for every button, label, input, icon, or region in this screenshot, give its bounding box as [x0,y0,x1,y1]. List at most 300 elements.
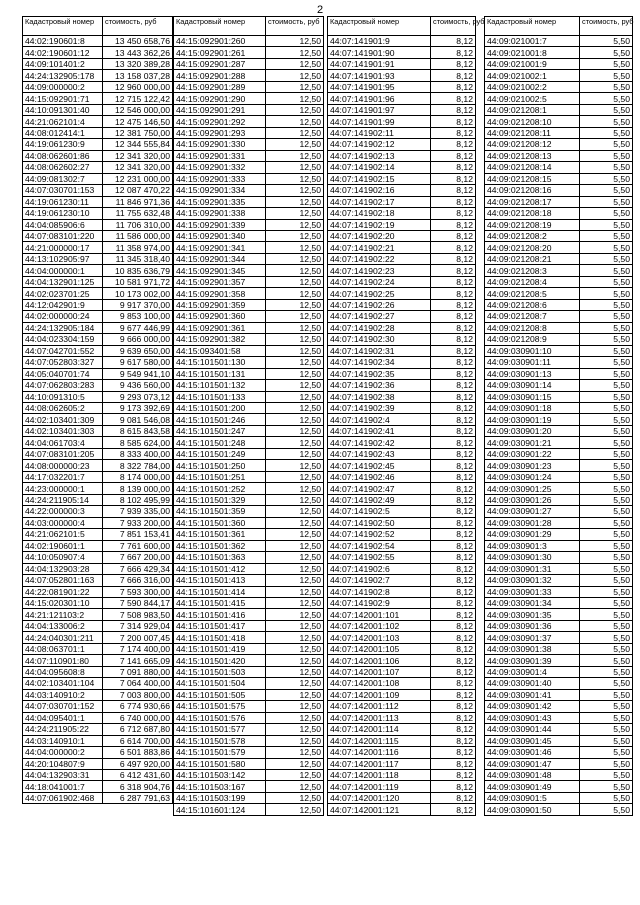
cadastral-number-cell: 44:24:132905:184 [23,322,103,333]
value-cell: 12,50 [266,483,324,494]
table-row [174,586,324,597]
table-row [174,391,324,402]
table-row [174,173,324,184]
table-row [328,552,476,563]
table-row [174,288,324,299]
table-row [174,36,324,47]
table-row [328,36,476,47]
column-header-cadastral-number: Кадастровый номер [174,17,266,36]
value-cell: 12,50 [266,276,324,287]
value-cell: 8,12 [431,403,476,414]
cadastral-number-cell: 44:04:132901:125 [23,276,103,287]
table-row [485,735,633,746]
value-cell: 8,12 [431,563,476,574]
cadastral-number-cell: 44:07:141902:6 [328,563,431,574]
table-row [174,219,324,230]
value-cell: 13 443 362,26 [103,47,173,58]
cadastral-number-cell: 44:15:101503:199 [174,792,266,803]
cadastral-number-cell: 44:24:211905:14 [23,494,103,505]
table-header-row [174,17,324,36]
value-cell: 10 835 636,79 [103,265,173,276]
table-row [174,104,324,115]
table-row [485,575,633,586]
value-cell: 8,12 [431,70,476,81]
value-cell: 7 666 316,00 [103,575,173,586]
table-row [328,322,476,333]
value-cell: 12,50 [266,529,324,540]
table-row [328,770,476,781]
table-row [23,678,173,689]
table-row [174,357,324,368]
table-row [23,253,173,264]
value-cell: 8 322 784,00 [103,460,173,471]
value-cell: 5,50 [580,368,633,379]
cadastral-number-cell: 44:08:062602:27 [23,162,103,173]
table-row [23,448,173,459]
cadastral-number-cell: 44:09:030901:15 [485,391,580,402]
cadastral-number-cell: 44:09:021208:5 [485,288,580,299]
cadastral-number-cell: 44:07:142001:113 [328,712,431,723]
table-row [174,575,324,586]
cadastral-number-cell: 44:07:141902:30 [328,334,431,345]
table-row [23,643,173,654]
value-cell: 12,50 [266,632,324,643]
value-cell: 8 333 400,00 [103,448,173,459]
value-cell: 12,50 [266,689,324,700]
cadastral-number-cell: 44:24:040301:211 [23,632,103,643]
value-cell: 12,50 [266,116,324,127]
value-cell: 9 617 580,00 [103,357,173,368]
table-row [328,334,476,345]
table-row [328,701,476,712]
cadastral-number-cell: 44:15:092901:361 [174,322,266,333]
value-cell: 12,50 [266,81,324,92]
cadastral-number-cell: 44:15:101501:575 [174,701,266,712]
value-cell: 12,50 [266,345,324,356]
cadastral-number-cell: 44:07:142001:101 [328,609,431,620]
table-row [485,276,633,287]
value-cell: 12,50 [266,781,324,792]
value-cell: 12,50 [266,724,324,735]
value-cell: 12,50 [266,804,324,815]
value-cell: 12,50 [266,506,324,517]
table-row [174,655,324,666]
table-row [328,724,476,735]
value-cell: 5,50 [580,139,633,150]
cadastral-number-cell: 44:15:101501:359 [174,506,266,517]
table-row [485,391,633,402]
value-cell: 5,50 [580,127,633,138]
value-cell: 8,12 [431,678,476,689]
value-cell: 8 102 495,99 [103,494,173,505]
table-row [485,414,633,425]
cadastral-number-cell: 44:09:030901:44 [485,724,580,735]
table-row [485,368,633,379]
cadastral-number-cell: 44:07:141902:16 [328,185,431,196]
value-cell: 8,12 [431,792,476,803]
table-row [174,724,324,735]
cadastral-number-cell: 44:07:141902:12 [328,139,431,150]
value-cell: 12,50 [266,162,324,173]
value-cell: 8,12 [431,173,476,184]
value-cell: 5,50 [580,529,633,540]
table-row [174,311,324,322]
value-cell: 8 139 000,00 [103,483,173,494]
cadastral-number-cell: 44:09:030901:31 [485,563,580,574]
column-header-cadastral-number: Кадастровый номер [485,17,580,36]
value-cell: 12,50 [266,288,324,299]
value-cell: 12,50 [266,403,324,414]
value-cell: 5,50 [580,345,633,356]
cadastral-number-cell: 44:07:052803:327 [23,357,103,368]
cadastral-number-cell: 44:24:132905:178 [23,70,103,81]
cadastral-number-cell: 44:07:142001:119 [328,781,431,792]
table-row [174,368,324,379]
table-row [485,448,633,459]
cadastral-number-cell: 44:07:083101:220 [23,230,103,241]
cadastral-number-cell: 44:02:023701:25 [23,288,103,299]
table-row [174,425,324,436]
value-cell: 5,50 [580,678,633,689]
cadastral-number-cell: 44:09:021001:8 [485,47,580,58]
cadastral-number-cell: 44:07:141902:7 [328,575,431,586]
cadastral-number-cell: 44:02:103401:303 [23,425,103,436]
table-row [328,265,476,276]
cadastral-number-cell: 44:07:141902:8 [328,586,431,597]
cadastral-number-cell: 44:15:101501:251 [174,471,266,482]
table-row [485,357,633,368]
value-cell: 5,50 [580,357,633,368]
value-cell: 5,50 [580,219,633,230]
cadastral-number-cell: 44:21:062101:4 [23,116,103,127]
value-cell: 8,12 [431,529,476,540]
value-cell: 8,12 [431,162,476,173]
cadastral-number-cell: 44:09:030901:34 [485,597,580,608]
value-cell: 9 666 000,00 [103,334,173,345]
value-cell: 12,50 [266,540,324,551]
table-row [23,276,173,287]
table-row [174,265,324,276]
table-row [174,609,324,620]
table-row [328,529,476,540]
cadastral-number-cell: 44:15:101501:576 [174,712,266,723]
table-row [328,185,476,196]
value-cell: 5,50 [580,747,633,758]
table-row [23,575,173,586]
value-cell: 12,50 [266,104,324,115]
table-row [23,93,173,104]
value-cell: 8,12 [431,150,476,161]
value-cell: 8,12 [431,288,476,299]
cadastral-number-cell: 44:15:101501:413 [174,575,266,586]
table-row [485,139,633,150]
table-row [174,150,324,161]
table-row [23,116,173,127]
table-row [174,529,324,540]
value-cell: 5,50 [580,391,633,402]
cadastral-number-cell: 44:09:030901:47 [485,758,580,769]
value-cell: 8,12 [431,219,476,230]
table-row [174,253,324,264]
cadastral-number-cell: 44:21:000000:17 [23,242,103,253]
value-cell: 8,12 [431,36,476,47]
table-row [328,139,476,150]
table-row [174,403,324,414]
cadastral-number-cell: 44:07:141901:99 [328,116,431,127]
table-row [485,770,633,781]
table-row [485,425,633,436]
table-row [174,563,324,574]
table-row [174,597,324,608]
cadastral-number-cell: 44:15:101501:252 [174,483,266,494]
cadastral-number-cell: 44:09:030901:19 [485,414,580,425]
cadastral-number-cell: 44:08:062605:2 [23,403,103,414]
cadastral-number-cell: 44:04:085906:6 [23,219,103,230]
value-cell: 10 581 971,72 [103,276,173,287]
table-row [328,81,476,92]
cadastral-number-cell: 44:09:021208:14 [485,162,580,173]
table-row [485,792,633,803]
value-cell: 8,12 [431,425,476,436]
cadastral-number-cell: 44:09:021001:7 [485,36,580,47]
cadastral-number-cell: 44:07:141902:5 [328,506,431,517]
cadastral-number-cell: 44:09:030901:42 [485,701,580,712]
value-cell: 5,50 [580,173,633,184]
cadastral-number-cell: 44:09:030901:11 [485,357,580,368]
table-row [328,425,476,436]
cadastral-number-cell: 44:07:142001:118 [328,770,431,781]
value-cell: 12,50 [266,552,324,563]
table-row [328,632,476,643]
cadastral-number-cell: 44:09:030901:5 [485,792,580,803]
value-cell: 8,12 [431,322,476,333]
value-cell: 7 851 153,41 [103,529,173,540]
cadastral-number-cell: 44:15:092901:289 [174,81,266,92]
value-cell: 12,50 [266,265,324,276]
cadastral-number-cell: 44:17:032201:7 [23,471,103,482]
table-row [23,632,173,643]
table-row [23,506,173,517]
value-cell: 7 593 300,00 [103,586,173,597]
table-row [328,403,476,414]
value-cell: 12,50 [266,299,324,310]
value-cell: 5,50 [580,597,633,608]
table-row [23,380,173,391]
cadastral-number-cell: 44:04:132903:31 [23,770,103,781]
cadastral-number-cell: 44:07:141902:43 [328,448,431,459]
cadastral-number-cell: 44:15:101501:247 [174,425,266,436]
cadastral-number-cell: 44:22:081901:22 [23,586,103,597]
cadastral-number-cell: 44:07:052801:163 [23,575,103,586]
table-row [485,116,633,127]
value-cell: 11 586 000,00 [103,230,173,241]
value-cell: 8,12 [431,357,476,368]
cadastral-number-cell: 44:15:101501:505 [174,689,266,700]
value-cell: 8,12 [431,253,476,264]
cadastral-number-cell: 44:07:141902:38 [328,391,431,402]
cadastral-number-cell: 44:03:140910:2 [23,689,103,700]
table-row [23,36,173,47]
cadastral-number-cell: 44:09:021001:9 [485,58,580,69]
value-cell: 5,50 [580,632,633,643]
cadastral-number-cell: 44:09:030901:27 [485,506,580,517]
table-row [485,104,633,115]
cadastral-number-cell: 44:15:101501:250 [174,460,266,471]
value-cell: 8,12 [431,47,476,58]
cadastral-number-cell: 44:07:141902:31 [328,345,431,356]
value-cell: 7 200 007,45 [103,632,173,643]
cadastral-number-cell: 44:07:141902:50 [328,517,431,528]
cadastral-number-cell: 44:09:030901:22 [485,448,580,459]
cadastral-number-cell: 44:09:021208:4 [485,276,580,287]
table-row [485,758,633,769]
table-row [328,758,476,769]
value-cell: 8,12 [431,643,476,654]
cadastral-number-cell: 44:07:141902:15 [328,173,431,184]
table-row [328,299,476,310]
value-cell: 8,12 [431,276,476,287]
column-header-value: стоимость, руб [266,17,324,36]
value-cell: 11 755 632,48 [103,208,173,219]
cadastral-number-cell: 44:07:141902:14 [328,162,431,173]
value-cell: 8,12 [431,689,476,700]
value-cell: 5,50 [580,253,633,264]
table-row [174,208,324,219]
table-row [174,58,324,69]
cadastral-number-cell: 44:24:211905:22 [23,724,103,735]
value-cell: 8,12 [431,540,476,551]
table-row [485,380,633,391]
value-cell: 9 917 370,00 [103,299,173,310]
value-cell: 8,12 [431,506,476,517]
cadastral-number-cell: 44:07:142001:105 [328,643,431,654]
value-cell: 12,50 [266,517,324,528]
table-row [328,792,476,803]
cadastral-number-cell: 44:21:062101:5 [23,529,103,540]
value-cell: 12,50 [266,70,324,81]
value-cell: 12 960 000,00 [103,81,173,92]
cadastral-number-cell: 44:09:030901:30 [485,552,580,563]
value-cell: 5,50 [580,586,633,597]
table-row [485,781,633,792]
cadastral-number-cell: 44:15:101501:200 [174,403,266,414]
value-cell: 12,50 [266,93,324,104]
table-row [23,162,173,173]
value-cell: 6 318 904,76 [103,781,173,792]
value-cell: 8,12 [431,345,476,356]
cadastral-number-cell: 44:07:141902:52 [328,529,431,540]
value-cell: 12,50 [266,609,324,620]
table-row [485,632,633,643]
table-row [485,196,633,207]
table-row [485,689,633,700]
table-row [328,230,476,241]
column-header-cadastral-number: Кадастровый номер [328,17,431,36]
table-row [328,368,476,379]
value-cell: 12,50 [266,150,324,161]
value-cell: 5,50 [580,81,633,92]
value-cell: 12,50 [266,747,324,758]
value-cell: 12,50 [266,770,324,781]
value-cell: 8,12 [431,724,476,735]
table-row [328,586,476,597]
table-row [485,597,633,608]
table-row [328,47,476,58]
value-cell: 12 381 750,00 [103,127,173,138]
value-cell: 8,12 [431,460,476,471]
table-row [23,322,173,333]
cadastral-number-cell: 44:07:142001:120 [328,792,431,803]
value-cell: 7 666 429,34 [103,563,173,574]
table-row [485,506,633,517]
value-cell: 12,50 [266,208,324,219]
value-cell: 12,50 [266,322,324,333]
cadastral-number-cell: 44:09:021208:1 [485,104,580,115]
value-cell: 8,12 [431,632,476,643]
table-row [23,81,173,92]
table-row [23,403,173,414]
table-row [485,494,633,505]
table-row [174,47,324,58]
cadastral-number-cell: 44:07:141902:47 [328,483,431,494]
table-row [174,689,324,700]
table-row [328,380,476,391]
cadastral-number-cell: 44:15:092901:344 [174,253,266,264]
value-cell: 8,12 [431,517,476,528]
cadastral-number-cell: 44:07:141901:90 [328,47,431,58]
table-row [23,666,173,677]
table-row [23,150,173,161]
cadastral-number-cell: 44:15:101501:248 [174,437,266,448]
table-row [328,70,476,81]
table-row [174,460,324,471]
table-row [485,563,633,574]
table-row [23,563,173,574]
cadastral-number-cell: 44:15:101501:580 [174,758,266,769]
cadastral-number-cell: 44:07:141902:22 [328,253,431,264]
value-cell: 13 158 037,28 [103,70,173,81]
cadastral-number-cell: 44:15:101501:131 [174,368,266,379]
cadastral-number-cell: 44:18:041001:7 [23,781,103,792]
cadastral-number-cell: 44:15:101501:503 [174,666,266,677]
value-cell: 12,50 [266,230,324,241]
table-row [328,173,476,184]
table-row [328,196,476,207]
value-cell: 5,50 [580,36,633,47]
cadastral-number-cell: 44:09:030901:40 [485,678,580,689]
table-row [328,735,476,746]
table-row [23,483,173,494]
table-row [485,529,633,540]
value-cell: 12,50 [266,368,324,379]
cadastral-number-cell: 44:07:141901:93 [328,70,431,81]
value-cell: 12,50 [266,701,324,712]
value-cell: 5,50 [580,230,633,241]
cadastral-number-cell: 44:09:030901:41 [485,689,580,700]
cadastral-number-cell: 44:15:101503:142 [174,770,266,781]
cadastral-number-cell: 44:04:095401:1 [23,712,103,723]
table-row [328,311,476,322]
cadastral-number-cell: 44:09:021002:5 [485,93,580,104]
cadastral-number-cell: 44:15:101501:360 [174,517,266,528]
value-cell: 8,12 [431,666,476,677]
table-row [174,666,324,677]
value-cell: 5,50 [580,460,633,471]
table-row [174,380,324,391]
table-row [23,460,173,471]
column-header-cadastral-number: Кадастровый номер [23,17,103,36]
value-cell: 7 508 983,50 [103,609,173,620]
